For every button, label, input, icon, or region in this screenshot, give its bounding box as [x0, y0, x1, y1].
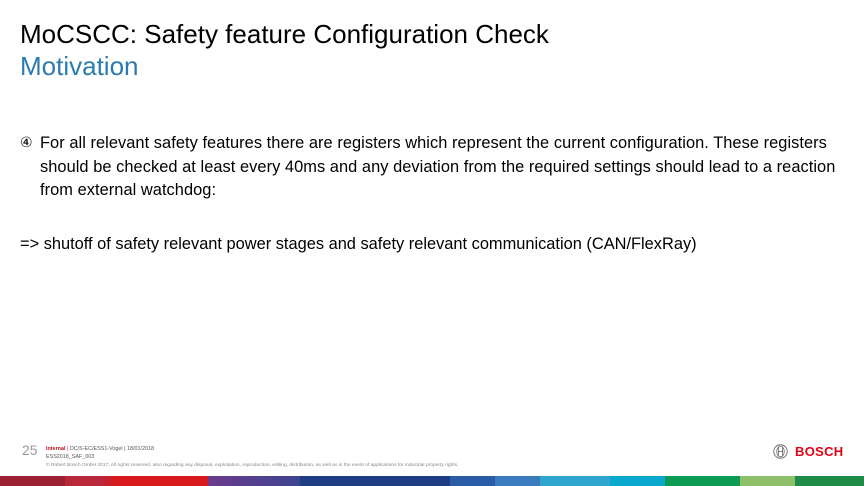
page-number: 25 [22, 442, 38, 458]
copyright-notice: © Robert Bosch GmbH 2017. All rights reserved, also regarding any disposal, exploitation, reproduction, editing, distribution, as well as in the event of applications for industrial property rights. [46, 463, 459, 468]
slide-title: MoCSCC: Safety feature Configuration Check [20, 19, 549, 49]
bullet-item [20, 132, 850, 203]
stripe-segment [65, 476, 105, 486]
bullet-list [20, 132, 850, 203]
bullet-text: For all relevant safety features there are registers which represent the current configuration. These registers should be checked at least every 40ms and any deviation from the required settings should lead to a reaction from external watchdog: [40, 134, 836, 199]
stripe-segment [208, 476, 300, 486]
bosch-logo [773, 444, 843, 459]
brand-color-stripe [0, 476, 864, 486]
stripe-segment [540, 476, 610, 486]
stripe-segment [0, 476, 65, 486]
stripe-segment [113, 476, 208, 486]
stripe-segment [495, 476, 540, 486]
stripe-segment [300, 476, 450, 486]
stripe-segment [665, 476, 740, 486]
circled-digit-four-icon: ④ [20, 135, 33, 151]
stripe-segment [450, 476, 495, 486]
stripe-segment [610, 476, 665, 486]
footer-meta [46, 445, 154, 461]
stripe-segment [105, 476, 113, 486]
stripe-segment [795, 476, 864, 486]
bosch-armature-icon [773, 444, 788, 459]
footer-meta-line [46, 445, 154, 453]
bosch-wordmark: BOSCH [795, 444, 844, 459]
classification-label: Internal [46, 446, 66, 452]
stripe-segment [740, 476, 795, 486]
result-statement: => shutoff of safety relevant power stages and safety relevant communication (CAN/FlexRay) [20, 235, 697, 253]
footer-author-date: | DC/S-EC/ESS1-Vogel | 18/01/2018 [65, 446, 154, 452]
slide-subtitle: Motivation [20, 51, 139, 81]
document-id: ESS2018_SAF_003 [46, 454, 95, 460]
